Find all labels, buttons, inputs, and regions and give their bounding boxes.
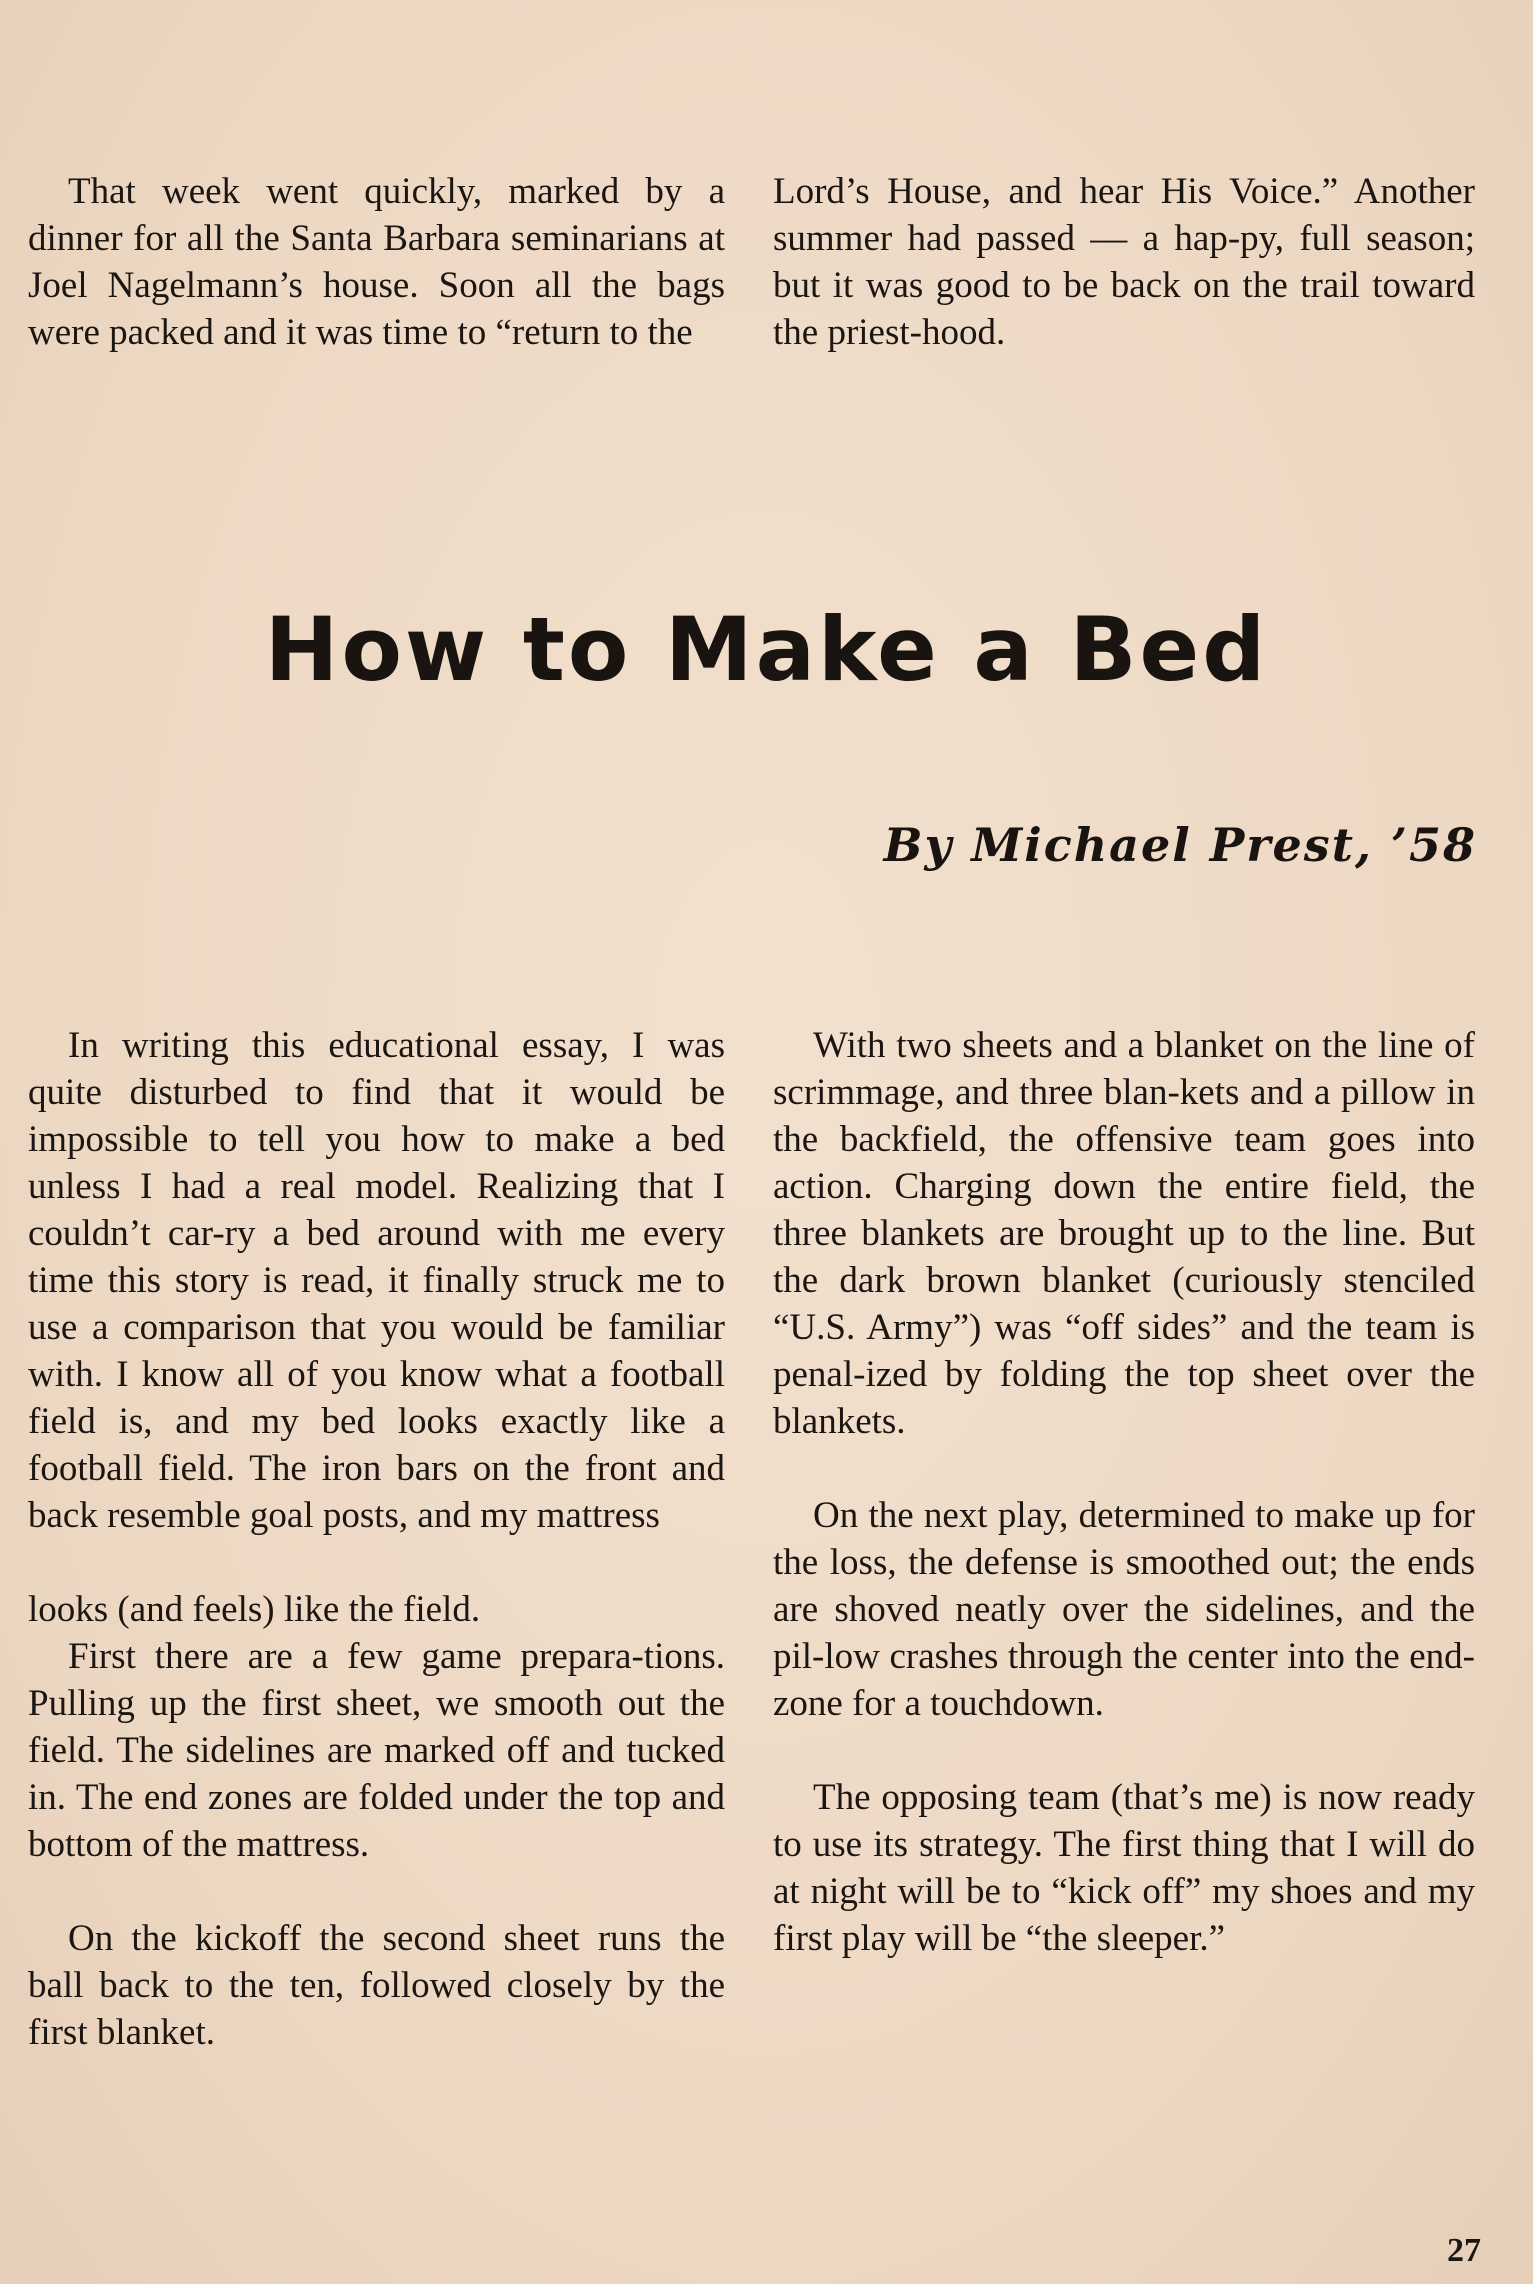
article-left-column bbox=[28, 1022, 725, 2056]
article-right-column bbox=[773, 1022, 1475, 1962]
article-title: How to Make a Bed bbox=[264, 598, 1269, 701]
article-byline: By Michael Prest, ’58 bbox=[883, 818, 1477, 872]
page-number: 27 bbox=[1447, 2232, 1481, 2269]
paragraph: In writing this educational essay, I was quite disturbed to find that it would be impossible to tell you how to make a bed unless I had a real model. Realizing that I couldn’t car-ry a bed around with me every time this story is read, it finally struck me to use a comparison that you would be familiar with. I know all of you know what a football field is, and my bed looks exactly like a football field. The iron bars on the front and back resemble goal posts, and my mattress bbox=[28, 1025, 725, 1536]
paragraph: On the kickoff the second sheet runs the ball back to the ten, followed closely by the first blanket. bbox=[28, 1918, 725, 2053]
paragraph: looks (and feels) like the field. bbox=[28, 1589, 481, 1630]
continued-paragraph-right: Lord’s House, and hear His Voice.” Another summer had passed — a hap-py, full season; but it was good to be back on the trail toward the priest-hood. bbox=[773, 171, 1475, 353]
continued-text-right-column bbox=[773, 168, 1475, 356]
paragraph: On the next play, determined to make up for the loss, the defense is smoothed out; the ends are shoved neatly over the sidelines, and the pil-low crashes through the center into the end-zone for a touchdown. bbox=[773, 1495, 1475, 1724]
continued-paragraph-left: That week went quickly, marked by a dinner for all the Santa Barbara seminarians at Joel Nagelmann’s house. Soon all the bags were packed and it was time to “return to the bbox=[28, 171, 725, 353]
paragraph: The opposing team (that’s me) is now ready to use its strategy. The first thing that I will do at night will be to “kick off” my shoes and my first play will be “the sleeper.” bbox=[773, 1777, 1475, 1959]
continued-text-left-column bbox=[28, 168, 725, 356]
paragraph: With two sheets and a blanket on the line of scrimmage, and three blan-kets and a pillow in the backfield, the offensive team goes into action. Charging down the entire field, the three blankets are brought up to the line. But the dark brown blanket (curiously stenciled “U.S. Army”) was “off sides” and the team is penal-ized by folding the top sheet over the blankets. bbox=[773, 1025, 1475, 1442]
paragraph: First there are a few game prepara-tions. Pulling up the first sheet, we smooth out the field. The sidelines are marked off and tucked in. The end zones are folded under the top and bottom of the mattress. bbox=[28, 1636, 725, 1865]
